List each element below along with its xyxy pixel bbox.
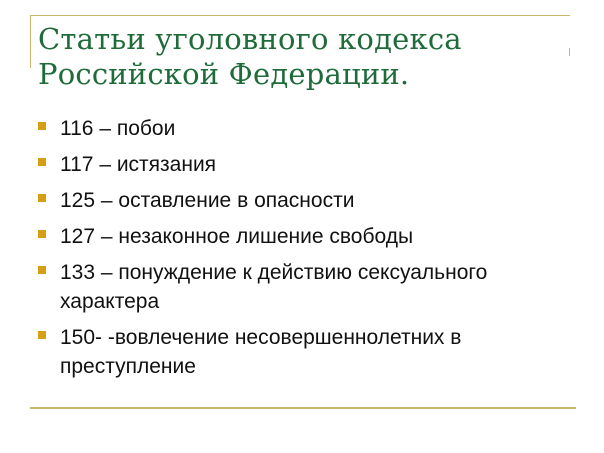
list-item [36,186,576,215]
list-item [36,222,576,251]
list-item-text: 116 – побои [60,117,176,140]
right-tick-rule [569,48,570,56]
square-bullet-icon [38,230,46,238]
list-item [36,150,576,179]
article-list [36,114,576,388]
list-item-text: 125 – оставление в опасности [60,189,355,212]
title-line-2: Российской Федерации. [38,57,410,91]
square-bullet-icon [38,122,46,130]
square-bullet-icon [38,158,46,166]
slide-title [38,22,568,92]
list-item [36,114,576,143]
list-item-text: 133 – понуждение к действию сексуального характера [60,261,488,313]
bottom-rule [30,407,576,409]
list-item [36,258,576,316]
list-item-text: 150- -вовлечение несовершеннолетних в преступление [60,326,462,378]
list-item [36,323,576,381]
square-bullet-icon [38,331,46,339]
square-bullet-icon [38,194,46,202]
list-item-text: 117 – истязания [60,153,217,176]
left-rule [30,15,31,68]
top-rule [30,15,570,16]
list-item-text: 127 – незаконное лишение свободы [60,225,414,248]
square-bullet-icon [38,266,46,274]
title-line-1: Статьи уголовного кодекса [38,22,462,56]
